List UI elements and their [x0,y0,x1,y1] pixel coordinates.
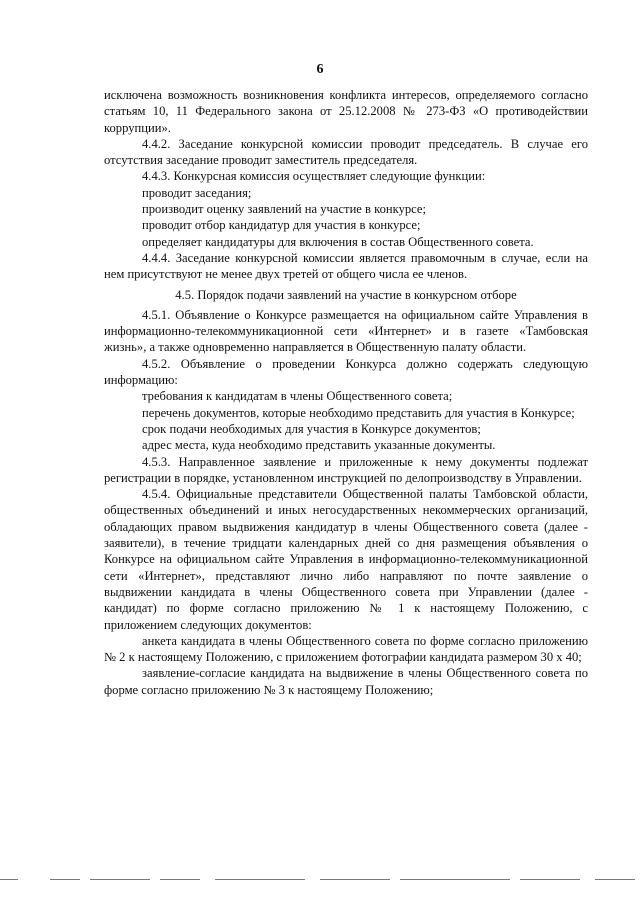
list-item: перечень документов, которые необходимо представить для участия в Конкурсе; [142,405,575,420]
scan-artifact-lines [0,879,640,883]
list-item: производит оценку заявлений на участие в конкурсе; [142,202,427,217]
list-item: проводит отбор кандидатур для участия в конкурсе; [142,218,421,233]
paragraph: исключена возможность возникновения конфликта интересов, определяемого согласно статьям 10, 11 Федерального закона от 25.12.2008 № 273-ФЗ «О противодействии коррупции». [104,88,588,135]
list-item: проводит заседания; [142,185,252,200]
document-body [104,87,588,698]
list-item: срок подачи необходимых для участия в Конкурсе документов; [142,421,481,436]
list-item: определяет кандидатуры для включения в состав Общественного совета. [142,234,534,249]
list-item: адрес места, куда необходимо представить указанные документы. [142,438,496,453]
section-heading: 4.5. Порядок подачи заявлений на участие в конкурсном отборе [175,287,517,302]
paragraph: 4.4.3. Конкурсная комиссия осуществляет следующие функции: [142,169,486,184]
paragraph: 4.4.4. Заседание конкурсной комиссии является правомочным в случае, если на нем присутствуют не менее двух третей от общего числа ее членов. [104,250,588,282]
paragraph: 4.4.2. Заседание конкурсной комиссии проводит председатель. В случае его отсутствия заседание проводит заместитель председателя. [104,136,588,168]
list-item: заявление-согласие кандидата на выдвижение в члены Общественного совета по форме согласно приложению № 3 к настоящему Положению; [104,666,588,697]
paragraph: 4.5.2. Объявление о проведении Конкурса должно содержать следующую информацию: [104,356,588,388]
list-item: анкета кандидата в члены Общественного совета по форме согласно приложению № 2 к настоящему Положению, с приложением фотографии кандидата размером 30 x 40; [104,633,588,665]
paragraph: 4.5.1. Объявление о Конкурсе размещается на официальном сайте Управления в информационно-телекоммуникационной сети «Интернет» и в газете «Тамбовская жизнь», а также одновременно направляется в Общественную палату области. [104,307,588,355]
list-item: требования к кандидатам в члены Общественного совета; [142,389,453,404]
paragraph: 4.5.4. Официальные представители Общественной палаты Тамбовской области, общественных объединений и иных негосударственных некоммерческих организаций, обладающих правом выдвижения кандидатур в члены Общественного совета (далее - заявители), в течение тридцати календарных дней со дня размещения объявления о Конкурсе на официальном сайте Управления в информационно-телекоммуникационной сети «Интернет», представляют лично либо направляют по почте заявление о выдвижении кандидата в члены Общественного совета при Управлении (далее - кандидат) по форме согласно приложению № 1 к настоящему Положению, с приложением следующих документов: [104,487,588,632]
page-number: 6 [316,62,324,77]
paragraph: 4.5.3. Направленное заявление и приложенные к нему документы подлежат регистрации в порядке, установленном инструкцией по делопроизводству в Управлении. [104,454,588,485]
